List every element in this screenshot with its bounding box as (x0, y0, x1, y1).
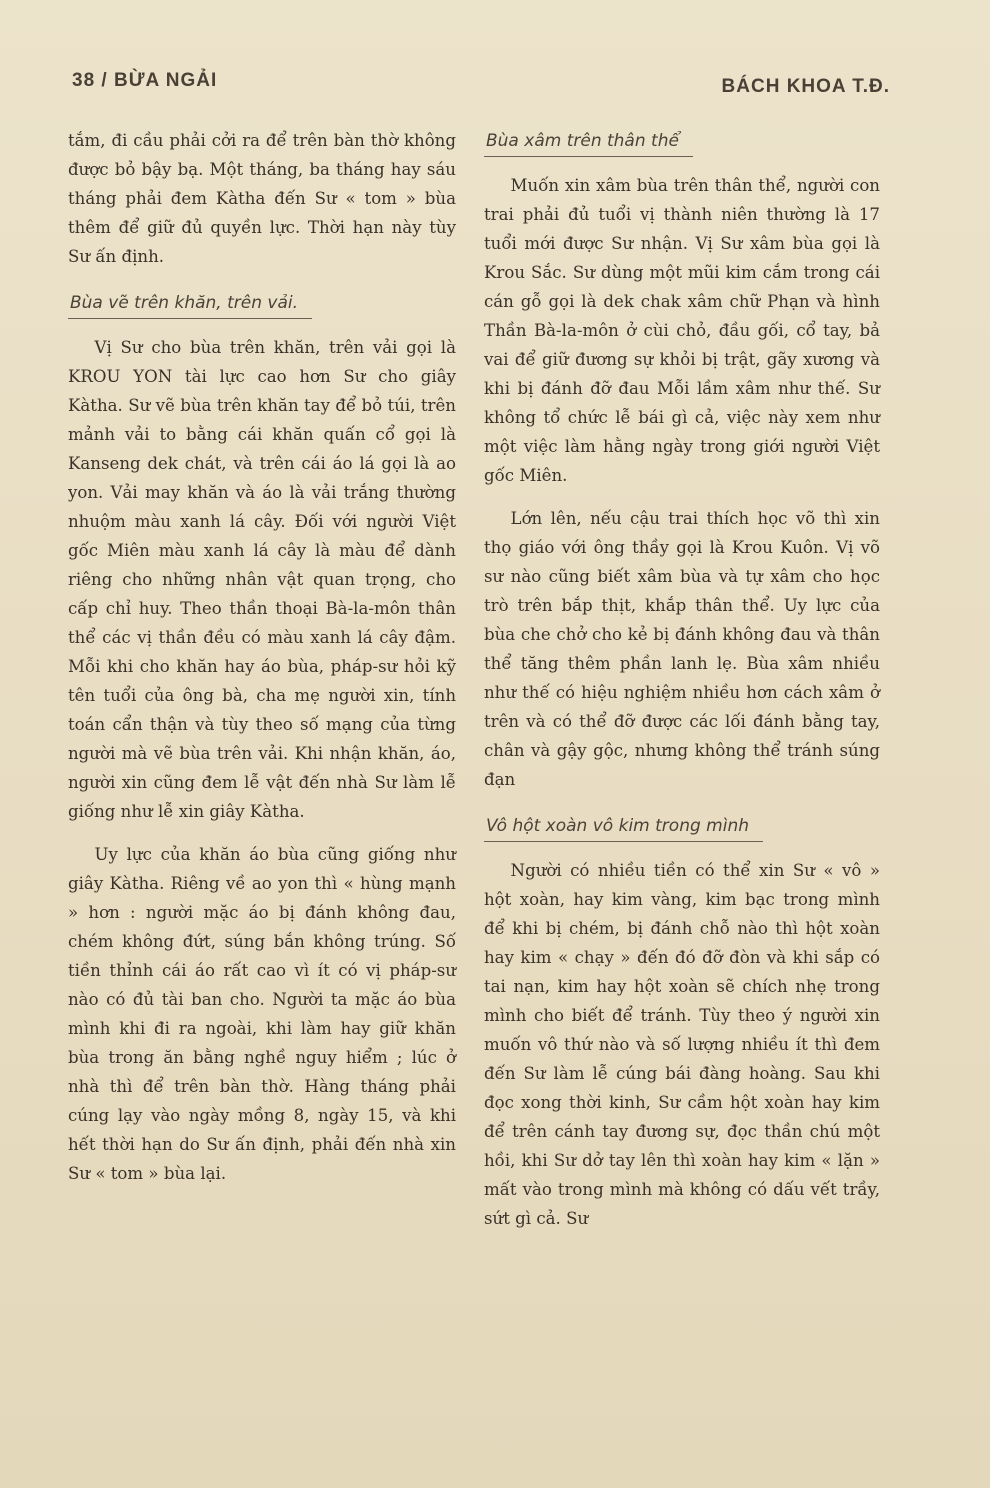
paragraph: tắm, đi cầu phải cởi ra để trên bàn thờ không được bỏ bậy bạ. Một tháng, ba tháng hay sáu tháng phải đem Kàtha đến Sư « tom » bùa thêm để giữ đủ quyền lực. Thời hạn này tùy Sư ấn định. (68, 131, 456, 266)
publication-title: BÁCH KHOA T.Đ. (721, 76, 890, 97)
left-column (68, 126, 456, 1188)
section-heading: Vô hột xoàn vô kim trong mình (484, 814, 763, 842)
right-column (484, 126, 880, 1233)
paragraph: Người có nhiều tiền có thể xin Sư « vô » hột xoàn, hay kim vàng, kim bạc trong mình để khi bị chém, bị đánh chỗ nào thì hột xoàn hay kim « chạy » đến đó đỡ đòn và khi sắp có tai nạn, kim hay hột xoàn sẽ chích nhẹ trong mình cho biết để tránh. Tùy theo ý người xin muốn vô thứ nào và số lượng nhiều ít thì đem đến Sư làm lễ cúng bái đàng hoàng. Sau khi đọc xong thời kinh, Sư cầm hột xoàn hay kim để trên cánh tay đương sự, đọc thần chú một hồi, khi Sư dở tay lên thì xoàn hay kim « lặn » mất vào trong mình mà không có dấu vết trầy, sứt gì cả. Sư (484, 861, 880, 1228)
section-heading: Bùa xâm trên thân thể (484, 129, 693, 157)
paragraph: Vị Sư cho bùa trên khăn, trên vải gọi là KROU YON tài lực cao hơn Sư cho giây Kàtha. Sư vẽ bùa trên khăn tay để bỏ túi, trên mảnh vải to bằng cái khăn quấn cổ gọi là Kanseng dek chát, và trên cái áo lá gọi là ao yon. Vải may khăn và áo là vải trắng thường nhuộm màu xanh lá cây. Đối với người Việt gốc Miên màu xanh lá cây là màu để dành riêng cho những nhân vật quan trọng, cho cấp chỉ huy. Theo thần thoại Bà-la-môn thân thể các vị thần đều có màu xanh lá cây đậm. Mỗi khi cho khăn hay áo bùa, pháp-sư hỏi kỹ tên tuổi của ông bà, cha mẹ người xin, tính toán cẩn thận và tùy theo số mạng của từng người mà vẽ bùa trên vải. Khi nhận khăn, áo, người xin cũng đem lễ vật đến nhà Sư làm lễ giống như lễ xin giây Kàtha. (68, 338, 456, 821)
page-number-and-title: 38 / BỪA NGẢI (72, 70, 218, 91)
paragraph: Muốn xin xâm bùa trên thân thể, người con trai phải đủ tuổi vị thành niên thường là 17 tuổi mới được Sư nhận. Vị Sư xâm bùa gọi là Krou Sắc. Sư dùng một mũi kim cắm trong cái cán gỗ gọi là dek chak xâm chữ Phạn và hình Thần Bà-la-môn ở cùi chỏ, đầu gối, cổ tay, bả vai để giữ đương sự khỏi bị trật, gãy xương và khi bị đánh đỡ đau Mỗi lầm xâm như thế. Sư không tổ chức lễ bái gì cả, việc này xem như một việc làm hằng ngày trong giới người Việt gốc Miên. (484, 176, 880, 485)
running-header (72, 64, 890, 97)
section-heading: Bùa vẽ trên khăn, trên vải. (68, 291, 312, 319)
paragraph: Uy lực của khăn áo bùa cũng giống như giây Kàtha. Riêng về ao yon thì « hùng mạnh » hơn : người mặc áo bị đánh không đau, chém không đứt, súng bắn không trúng. Số tiền thỉnh cái áo rất cao vì ít có vị pháp-sư nào có đủ tài ban cho. Người ta mặc áo bùa mình khi đi ra ngoài, khi làm hay giữ khăn bùa trong ăn bằng nghề nguy hiểm ; lúc ở nhà thì để trên bàn thờ. Hàng tháng phải cúng lạy vào ngày mồng 8, ngày 15, và khi hết thời hạn do Sư ấn định, phải đến nhà xin Sư « tom » bùa lại. (68, 845, 456, 1183)
paragraph: Lớn lên, nếu cậu trai thích học võ thì xin thọ giáo với ông thầy gọi là Krou Kuôn. Vị võ sư nào cũng biết xâm bùa và tự xâm cho học trò trên bắp thịt, khắp thân thể. Uy lực của bùa che chở cho kẻ bị đánh không đau và thân thể tăng thêm phần lanh lẹ. Bùa xâm nhiều như thế có hiệu nghiệm nhiều hơn cách xâm ở trên và có thể đỡ được các lối đánh bằng tay, chân và gậy gộc, nhưng không thể tránh súng đạn (484, 509, 880, 789)
